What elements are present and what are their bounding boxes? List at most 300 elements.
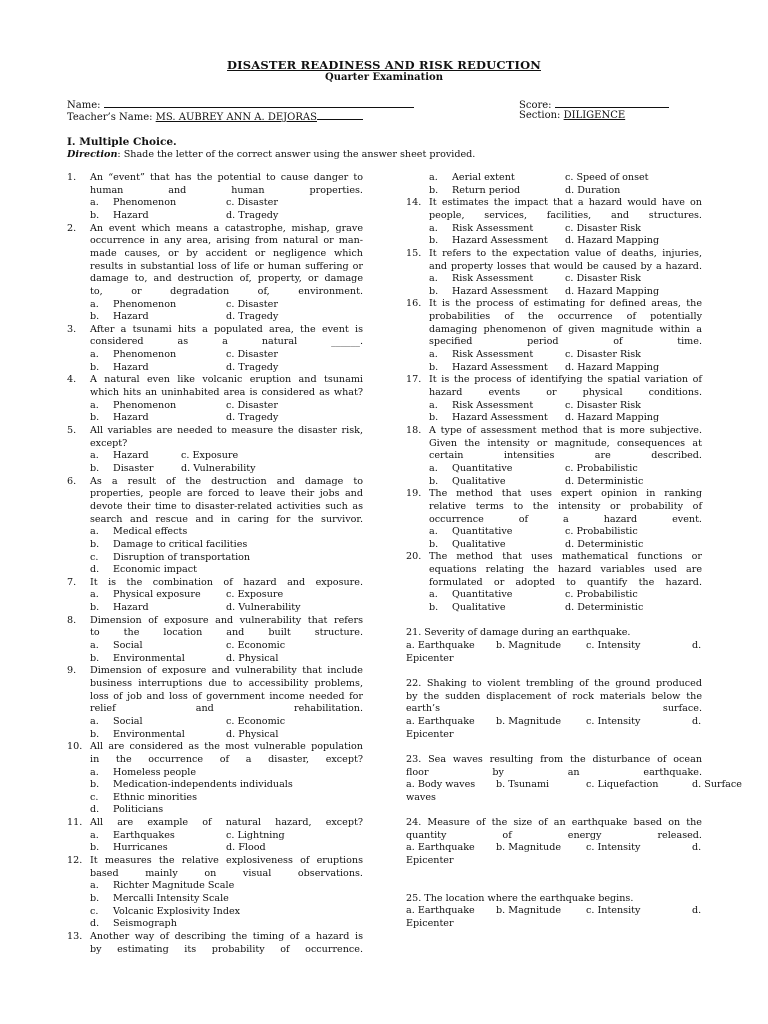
name-label: Name: xyxy=(67,100,101,111)
option-text[interactable]: Hazard xyxy=(113,450,149,462)
option-text[interactable]: Quantitative xyxy=(452,462,513,474)
option-letter[interactable]: a. xyxy=(90,766,99,778)
question-number: 12. xyxy=(67,855,83,867)
answer-option-row xyxy=(67,792,363,805)
question xyxy=(67,931,363,956)
option-letter[interactable]: b. xyxy=(429,285,439,297)
option-text[interactable]: Qualitative xyxy=(452,602,506,614)
option-text[interactable]: Quantitative xyxy=(452,589,513,601)
question-stem xyxy=(406,551,702,589)
question-text-line: results in substantial loss of life or human suffering or xyxy=(90,260,363,272)
right-column xyxy=(406,172,742,931)
question-text-line: loss of job and loss of government income needed for xyxy=(90,690,363,702)
question-text-line: made causes, or by accident or negligence which xyxy=(90,247,363,259)
option-text[interactable]: d. Hazard Mapping xyxy=(565,285,660,297)
option-text[interactable]: a. Earthquake xyxy=(406,715,475,727)
option-letter[interactable]: a. xyxy=(90,640,99,652)
option-text[interactable]: c. Intensity xyxy=(586,905,641,917)
option-letter[interactable]: b. xyxy=(90,412,100,424)
question-stem xyxy=(406,425,702,463)
answer-option-row xyxy=(67,400,363,413)
question-number: 16. xyxy=(406,298,422,310)
question xyxy=(67,172,363,223)
option-text[interactable]: d. Hazard Mapping xyxy=(565,361,660,373)
question-text-line: human and human properties. xyxy=(90,184,363,196)
option-text[interactable]: c. Disaster xyxy=(226,399,278,411)
question-text-line: devote their time to disaster-related activities such as xyxy=(90,500,363,512)
option-text[interactable]: a. Body waves xyxy=(406,779,476,791)
option-text[interactable]: waves xyxy=(406,791,436,803)
option-text[interactable]: Mercalli Intensity Scale xyxy=(113,892,229,904)
question-text-line: The method that uses expert opinion in ranking xyxy=(429,488,702,500)
answer-option-row xyxy=(406,412,702,425)
option-text[interactable]: d. Tragedy xyxy=(226,361,279,373)
answer-option-row xyxy=(406,539,702,552)
question-text-line: The method that uses mathematical functions or xyxy=(429,551,702,563)
question-text-line: probabilities of the occurrence of potentially xyxy=(429,311,702,323)
option-text[interactable]: Disaster xyxy=(113,462,154,474)
question-text-line: 21. Severity of damage during an earthquake. xyxy=(406,627,631,639)
answer-option-row xyxy=(406,842,702,855)
option-text[interactable]: Risk Assessment xyxy=(452,399,534,411)
answer-option-row xyxy=(67,918,363,931)
option-text[interactable]: b. Tsunami xyxy=(496,779,550,791)
option-letter[interactable]: b. xyxy=(90,209,100,221)
option-text[interactable]: Homeless people xyxy=(113,766,197,778)
answer-option-row xyxy=(67,640,363,653)
option-letter[interactable]: b. xyxy=(429,361,439,373)
option-letter[interactable]: a. xyxy=(90,399,99,411)
option-text[interactable]: Damage to critical facilities xyxy=(113,538,248,550)
question-text-line: It is the combination of hazard and exposure. xyxy=(90,576,363,588)
option-text[interactable]: Aerial extent xyxy=(452,172,515,183)
question-text-line: After a tsunami hits a populated area, the event is xyxy=(90,323,363,335)
option-text[interactable]: a. Earthquake xyxy=(406,905,475,917)
option-letter[interactable]: a. xyxy=(90,880,99,892)
option-text[interactable]: c. Liquefaction xyxy=(586,779,659,791)
option-text[interactable]: d. Deterministic xyxy=(565,602,644,614)
option-letter[interactable]: a. xyxy=(429,349,438,361)
answer-option-row xyxy=(67,539,363,552)
answer-option-row xyxy=(406,273,702,286)
option-letter[interactable]: a. xyxy=(90,715,99,727)
question xyxy=(67,223,363,324)
option-text[interactable]: Phenomenon xyxy=(113,298,177,310)
question-text-line: except? xyxy=(90,437,128,449)
section-label: Section: xyxy=(519,110,561,121)
option-text[interactable]: d. Tragedy xyxy=(226,412,279,424)
option-text[interactable]: Phenomenon xyxy=(113,349,177,361)
question-number: 19. xyxy=(406,488,422,500)
question-text-line: It is the process of identifying the spatial variation of xyxy=(429,374,702,386)
option-text[interactable]: Epicenter xyxy=(406,918,454,930)
option-text[interactable]: Social xyxy=(113,640,143,652)
option-letter[interactable]: a. xyxy=(429,273,438,285)
question-text-line: A type of assessment method that is more subjective. xyxy=(429,424,702,436)
question xyxy=(406,298,702,374)
option-text[interactable]: d. Vulnerability xyxy=(226,602,301,614)
question xyxy=(406,248,702,299)
spacer xyxy=(406,741,702,754)
question-text-line: by estimating its probability of occurrence. xyxy=(90,943,363,955)
option-text[interactable]: d. Tragedy xyxy=(226,209,279,221)
question xyxy=(67,855,363,931)
option-letter[interactable]: b. xyxy=(90,462,100,474)
exam-subtitle: Quarter Examination xyxy=(324,72,443,83)
question-stem xyxy=(67,615,363,640)
option-text[interactable]: Risk Assessment xyxy=(452,349,534,361)
option-text[interactable]: c. Disaster Risk xyxy=(565,349,641,361)
question xyxy=(67,817,363,855)
answer-option-row xyxy=(67,830,363,843)
question-text-line: relative terms to the intensity or probability of xyxy=(429,500,702,512)
spacer xyxy=(406,868,702,893)
short-question xyxy=(406,678,702,741)
option-letter[interactable]: b. xyxy=(429,602,439,614)
option-text[interactable]: c. Intensity xyxy=(586,715,641,727)
question-number: 9. xyxy=(67,665,77,677)
option-text[interactable]: Hazard xyxy=(113,209,149,221)
score-blank[interactable] xyxy=(555,98,669,108)
option-text[interactable]: Qualitative xyxy=(452,475,506,487)
option-letter[interactable]: a. xyxy=(429,399,438,411)
question-text-line: in the occurrence of a disaster, except? xyxy=(90,753,363,765)
option-letter[interactable]: b. xyxy=(90,652,100,664)
option-letter[interactable]: a. xyxy=(429,172,438,183)
question-number: 3. xyxy=(67,323,77,335)
answer-option-row xyxy=(67,716,363,729)
answer-option-row xyxy=(406,223,702,236)
question xyxy=(67,425,363,476)
question xyxy=(67,324,363,375)
answer-option-row xyxy=(67,893,363,906)
question-number: 8. xyxy=(67,614,77,626)
option-letter[interactable]: a. xyxy=(429,589,438,601)
spacer xyxy=(406,615,702,628)
option-text[interactable]: c. Intensity xyxy=(586,640,641,652)
question-text-line: search and rescue and in caring for the survivor. xyxy=(90,513,363,525)
option-text[interactable]: d. xyxy=(692,640,702,652)
option-letter[interactable]: d. xyxy=(90,804,100,816)
teacher-name: MS. AUBREY ANN A. DEJORAS xyxy=(155,112,317,123)
option-letter[interactable]: b. xyxy=(90,361,100,373)
answer-option-row xyxy=(67,349,363,362)
question-number: 13. xyxy=(67,930,83,942)
option-text[interactable]: d. Tragedy xyxy=(226,311,279,323)
option-text[interactable]: d. xyxy=(692,842,702,854)
question-text-line: All variables are needed to measure the disaster risk, xyxy=(90,425,363,436)
answer-option-row xyxy=(67,564,363,577)
answer-option-row xyxy=(67,463,363,476)
option-letter[interactable]: b. xyxy=(429,538,439,550)
question-text-line: Dimension of exposure and vulnerability that refers xyxy=(90,614,363,626)
answer-option-row xyxy=(67,299,363,312)
option-text[interactable]: c. Economic xyxy=(226,715,286,727)
option-letter[interactable]: a. xyxy=(429,462,438,474)
option-text[interactable]: c. Probabilistic xyxy=(565,589,638,601)
question-text-line: All are considered as the most vulnerable population xyxy=(90,741,363,753)
short-question xyxy=(406,753,742,805)
option-text[interactable]: Phenomenon xyxy=(113,399,177,411)
question-text-line: business interruptions due to accessibility problems, xyxy=(90,677,363,689)
option-letter[interactable]: b. xyxy=(429,235,439,247)
option-text[interactable]: d. Hazard Mapping xyxy=(565,235,660,247)
question-text-line: equations relating the hazard variables used are xyxy=(429,564,702,576)
question-text-line: specified period of time. xyxy=(429,336,702,348)
option-text[interactable]: Earthquakes xyxy=(113,829,175,841)
option-letter[interactable]: a. xyxy=(90,589,99,601)
option-text[interactable]: c. Exposure xyxy=(181,450,239,462)
option-text[interactable]: c. Economic xyxy=(226,640,286,652)
option-text[interactable]: Return period xyxy=(452,184,521,196)
question-text-line: quantity of energy released. xyxy=(406,829,702,841)
question-text-line: Given the intensity or magnitude, consequences at xyxy=(429,437,702,449)
option-text[interactable]: Qualitative xyxy=(452,538,506,550)
option-letter[interactable]: a. xyxy=(90,450,99,462)
option-text[interactable]: d. Hazard Mapping xyxy=(565,412,660,424)
spacer xyxy=(406,665,702,678)
option-text[interactable]: Politicians xyxy=(113,804,164,816)
answer-option-row xyxy=(67,210,363,223)
question-text-line: occurrence of a hazard event. xyxy=(429,513,702,525)
question-stem xyxy=(67,223,363,299)
option-text[interactable]: Ethnic minorities xyxy=(113,791,198,803)
option-text[interactable]: Quantitative xyxy=(452,526,513,538)
question-text-line: An event which means a catastrophe, mishap, grave xyxy=(90,222,363,234)
answer-option-row xyxy=(406,589,702,602)
option-text[interactable]: Hurricanes xyxy=(113,842,168,854)
option-letter[interactable]: a. xyxy=(429,526,438,538)
option-text[interactable]: c. Exposure xyxy=(226,589,284,601)
left-column xyxy=(67,172,363,956)
question-text-line: 22. Shaking to violent trembling of the ground produced xyxy=(406,677,702,689)
question xyxy=(406,197,702,248)
option-letter[interactable]: b. xyxy=(429,412,439,424)
question-stem xyxy=(67,931,363,956)
question xyxy=(67,665,363,741)
option-letter[interactable]: a. xyxy=(90,298,99,310)
option-letter[interactable]: b. xyxy=(429,184,439,196)
option-text[interactable]: Hazard Assessment xyxy=(452,361,548,373)
question-number: 14. xyxy=(406,197,422,209)
answer-option-row xyxy=(67,552,363,565)
question-stem xyxy=(406,374,702,399)
question-text-line: which hits an uninhabited area is considered as what? xyxy=(90,387,363,399)
teacher-label: Teacher’s Name: xyxy=(67,112,153,123)
option-text[interactable]: c. Disaster xyxy=(226,349,278,361)
option-text[interactable]: b. Magnitude xyxy=(496,715,562,727)
option-text[interactable]: Hazard xyxy=(113,311,149,323)
option-text[interactable]: Hazard Assessment xyxy=(452,285,548,297)
option-text[interactable]: d. Physical xyxy=(226,652,279,664)
answer-option-row xyxy=(67,842,363,855)
option-letter[interactable]: b. xyxy=(90,779,100,791)
answer-option-row xyxy=(406,185,702,198)
question-text-line: It measures the relative explosiveness of eruptions xyxy=(90,855,363,867)
option-text[interactable]: c. Intensity xyxy=(586,842,641,854)
option-letter[interactable]: a. xyxy=(90,526,99,538)
exam-title: DISASTER READINESS AND RISK REDUCTION xyxy=(227,58,541,72)
question-text-line: damaging phenomenon of given magnitude within a xyxy=(429,323,702,335)
option-text[interactable]: Environmental xyxy=(113,728,185,740)
option-text[interactable]: c. Disaster xyxy=(226,298,278,310)
option-letter[interactable]: a. xyxy=(90,349,99,361)
option-text[interactable]: Epicenter xyxy=(406,855,454,867)
option-text[interactable]: Hazard Assessment xyxy=(452,235,548,247)
option-letter[interactable]: d. xyxy=(90,918,100,930)
question-stem xyxy=(406,197,702,222)
option-text[interactable]: b. Magnitude xyxy=(496,842,562,854)
option-text[interactable]: c. Disaster Risk xyxy=(565,222,641,234)
option-text[interactable]: c. Speed of onset xyxy=(565,172,649,183)
answer-option-row xyxy=(67,602,363,615)
answer-option-row xyxy=(67,362,363,375)
question-text-line: certain intensities are described. xyxy=(429,450,702,462)
spacer xyxy=(406,804,702,817)
question xyxy=(406,551,702,614)
answer-option-row xyxy=(67,589,363,602)
option-text[interactable]: Phenomenon xyxy=(113,197,177,209)
option-text[interactable]: Medical effects xyxy=(113,526,188,538)
option-letter[interactable]: b. xyxy=(90,538,100,550)
question-stem xyxy=(67,172,363,197)
option-text[interactable]: Disruption of transportation xyxy=(113,551,251,563)
option-letter[interactable]: d. xyxy=(90,564,100,576)
option-text[interactable]: Economic impact xyxy=(113,564,197,576)
option-letter[interactable]: b. xyxy=(429,475,439,487)
option-text[interactable]: Hazard xyxy=(113,602,149,614)
answer-option-row xyxy=(406,476,702,489)
direction-text: : Shade the letter of the correct answer using the answer sheet provided. xyxy=(117,149,476,160)
option-text[interactable]: Hazard Assessment xyxy=(452,412,548,424)
option-text[interactable]: d. xyxy=(692,715,702,727)
answer-option-row xyxy=(406,349,702,362)
option-letter[interactable]: a. xyxy=(90,829,99,841)
question-stem xyxy=(67,577,363,590)
option-text[interactable]: Hazard xyxy=(113,412,149,424)
question xyxy=(67,577,363,615)
option-letter[interactable]: a. xyxy=(90,197,99,209)
option-text[interactable]: Physical exposure xyxy=(113,589,201,601)
answer-option-row xyxy=(406,640,702,653)
option-letter[interactable]: b. xyxy=(90,728,100,740)
short-question xyxy=(406,893,702,931)
option-text[interactable]: a. Earthquake xyxy=(406,640,475,652)
option-text[interactable]: b. Magnitude xyxy=(496,905,562,917)
question-number: 20. xyxy=(406,551,422,563)
question-stem xyxy=(67,665,363,716)
option-text[interactable]: Environmental xyxy=(113,652,185,664)
option-text[interactable]: Epicenter xyxy=(406,728,454,740)
question-text-line: based mainly on visual observations. xyxy=(90,867,363,879)
question xyxy=(406,172,702,197)
answer-option-row xyxy=(67,653,363,666)
option-text[interactable]: d. Vulnerability xyxy=(181,462,256,474)
option-text[interactable]: Epicenter xyxy=(406,652,454,664)
option-text[interactable]: c. Disaster Risk xyxy=(565,399,641,411)
answer-option-row xyxy=(67,197,363,210)
option-text[interactable]: b. Magnitude xyxy=(496,640,562,652)
option-text[interactable]: Social xyxy=(113,715,143,727)
option-letter[interactable]: b. xyxy=(90,311,100,323)
short-question xyxy=(406,817,702,868)
question-number: 10. xyxy=(67,741,83,753)
option-text[interactable]: Risk Assessment xyxy=(452,222,534,234)
answer-option-row xyxy=(406,286,702,299)
question-text-line: 24. Measure of the size of an earthquake based on the xyxy=(406,817,702,829)
question-text-line: Dimension of exposure and vulnerability that include xyxy=(90,665,363,677)
question-text-line: It estimates the impact that a hazard would have on xyxy=(429,197,702,209)
option-text[interactable]: d. Physical xyxy=(226,728,279,740)
answer-option-row xyxy=(406,602,702,615)
section-line xyxy=(519,110,625,122)
question-text-line: As a result of the destruction and damage to xyxy=(90,475,363,487)
option-text[interactable]: c. Disaster Risk xyxy=(565,273,641,285)
option-text[interactable]: c. Probabilistic xyxy=(565,462,638,474)
option-text[interactable]: c. Probabilistic xyxy=(565,526,638,538)
option-text[interactable]: Richter Magnitude Scale xyxy=(113,880,235,892)
option-text[interactable]: d. xyxy=(692,905,702,917)
answer-option-row xyxy=(406,362,702,375)
option-text[interactable]: Seismograph xyxy=(113,918,177,930)
option-text[interactable]: d. Surface xyxy=(692,779,742,791)
question-text-line: 25. The location where the earthquake begins. xyxy=(406,892,634,904)
option-text[interactable]: Hazard xyxy=(113,361,149,373)
option-letter[interactable]: c. xyxy=(90,551,99,563)
question-text-line: floor by an earthquake. xyxy=(406,766,702,778)
answer-option-row xyxy=(67,906,363,919)
question-text-line: by the sudden displacement of rock materials below the xyxy=(406,690,702,702)
answer-option-row xyxy=(406,716,702,729)
option-letter[interactable]: c. xyxy=(90,905,99,917)
answer-option-row xyxy=(406,172,702,185)
answer-option-row xyxy=(67,526,363,539)
option-text[interactable]: Medication-independents individuals xyxy=(113,779,293,791)
option-text[interactable]: c. Disaster xyxy=(226,197,278,209)
answer-option-row xyxy=(406,526,702,539)
option-letter[interactable]: a. xyxy=(429,222,438,234)
question-stem xyxy=(67,741,363,766)
option-text[interactable]: c. Lightning xyxy=(226,829,285,841)
question-text-line: considered as a natural ______. xyxy=(90,336,363,348)
part1-heading: I. Multiple Choice. xyxy=(67,136,177,148)
question xyxy=(67,374,363,425)
section-name: DILIGENCE xyxy=(563,110,626,121)
question-stem xyxy=(67,425,363,450)
question-text-line: hazard events or physical conditions. xyxy=(429,387,702,399)
option-text[interactable]: d. Flood xyxy=(226,842,266,854)
option-letter[interactable]: b. xyxy=(90,602,100,614)
teacher-blank xyxy=(317,110,363,120)
option-text[interactable]: Volcanic Explosivity Index xyxy=(113,905,241,917)
question-text-line: It refers to the expectation value of deaths, injuries, xyxy=(429,247,702,259)
option-text[interactable]: Risk Assessment xyxy=(452,273,534,285)
option-text[interactable]: d. Deterministic xyxy=(565,475,644,487)
score-label: Score: xyxy=(519,100,552,111)
option-letter[interactable]: c. xyxy=(90,791,99,803)
option-text[interactable]: d. Deterministic xyxy=(565,538,644,550)
option-letter[interactable]: b. xyxy=(90,842,100,854)
question xyxy=(406,488,702,551)
question-text-line: An “event” that has the potential to cause danger to xyxy=(90,172,363,183)
option-text[interactable]: a. Earthquake xyxy=(406,842,475,854)
question-stem xyxy=(67,476,363,527)
name-blank[interactable] xyxy=(104,98,414,108)
option-text[interactable]: d. Duration xyxy=(565,184,621,196)
question-text-line: damage to, and destruction of, property, or damage xyxy=(90,273,363,285)
answer-option-row xyxy=(67,412,363,425)
option-letter[interactable]: b. xyxy=(90,892,100,904)
